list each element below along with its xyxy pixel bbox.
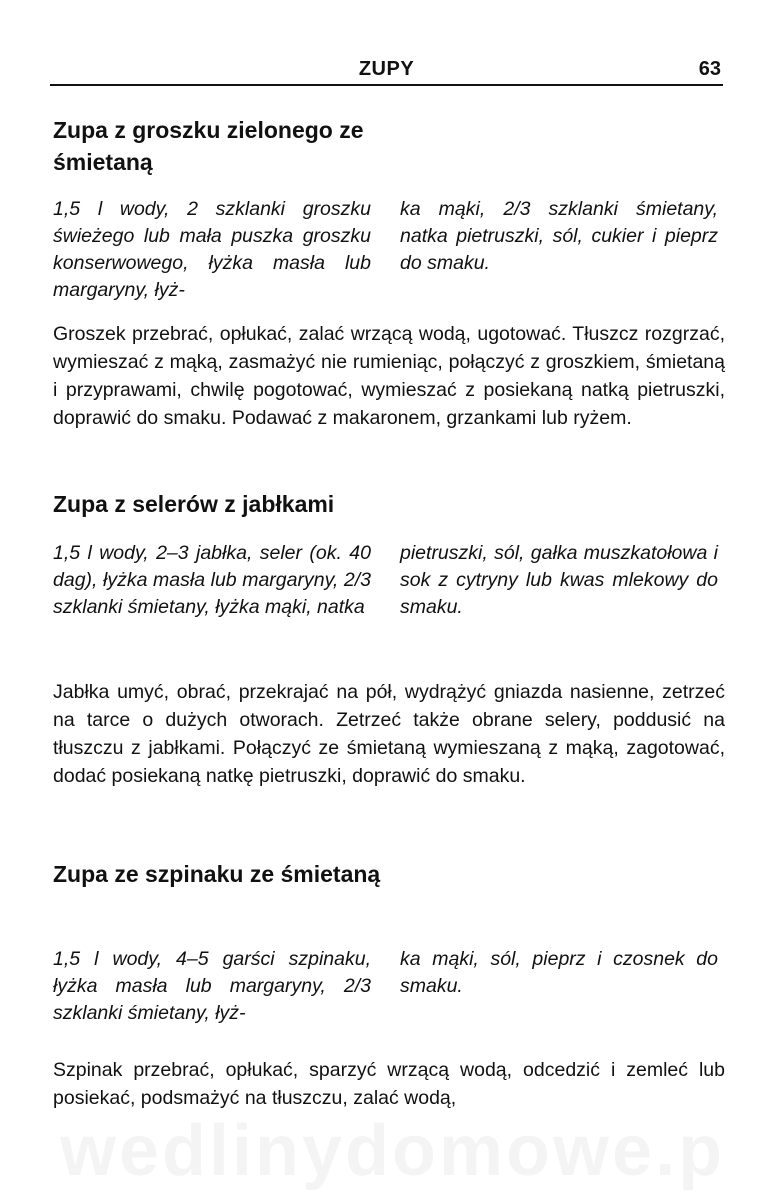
ingredients-right-column: pietruszki, sól, gałka muszkatołowa i sok z cytryny lub kwas mlekowy do smaku. (400, 542, 718, 618)
recipe-title: Zupa z selerów z jabłkami (53, 491, 335, 517)
recipe-title: Zupa ze szpinaku ze śmietaną (53, 861, 381, 887)
recipe-title: Zupa z groszku zielonego ze śmietaną (53, 117, 364, 175)
ingredients-left-column: 1,5 l wody, 2–3 jabłka, seler (ok. 40 dag), łyżka masła lub margaryny, 2/3 szklanki śmietany, łyżka mąki, natka (53, 542, 371, 618)
page-number: 63 (698, 58, 721, 80)
running-header (50, 52, 723, 86)
ingredients-right-column: ka mąki, sól, pieprz i czosnek do smaku. (400, 948, 718, 997)
ingredients-left-column: 1,5 l wody, 4–5 garści szpinaku, łyżka masła lub margaryny, 2/3 szklanki śmietany, łyż- (53, 948, 371, 1024)
recipe-method: Groszek przebrać, opłukać, zalać wrzącą wodą, ugotować. Tłuszcz rozgrzać, wymieszać z mąką, zasmażyć nie rumieniąc, połączyć z groszkiem, śmietaną i przyprawami, chwilę pogotować, wymieszać z posiekaną natką pietruszki, doprawić do smaku. Podawać z makaronem, grzankami lub ryżem. (53, 323, 725, 429)
ingredients-right-column: ka mąki, 2/3 szklanki śmietany, natka pietruszki, sól, cukier i pieprz do smaku. (400, 198, 718, 274)
watermark (60, 1110, 720, 1192)
section-title: ZUPY (358, 58, 415, 80)
recipe-method: Jabłka umyć, obrać, przekrajać na pół, wydrążyć gniazda nasienne, zetrzeć na tarce o dużych otworach. Zetrzeć także obrane selery, poddusić na tłuszczu z jabłkami. Połączyć ze śmietaną wymieszaną z mąką, zagotować, dodać posiekaną natkę pietruszki, doprawić do smaku. (53, 681, 725, 787)
ingredients-left-column: 1,5 l wody, 2 szklanki groszku świeżego lub mała puszka groszku konserwowego, łyżka masła lub margaryny, łyż- (53, 198, 371, 301)
recipe-method: Szpinak przebrać, opłukać, sparzyć wrzącą wodą, odcedzić i zemleć lub posiekać, podsmażyć na tłuszczu, zalać wodą, (53, 1059, 725, 1109)
